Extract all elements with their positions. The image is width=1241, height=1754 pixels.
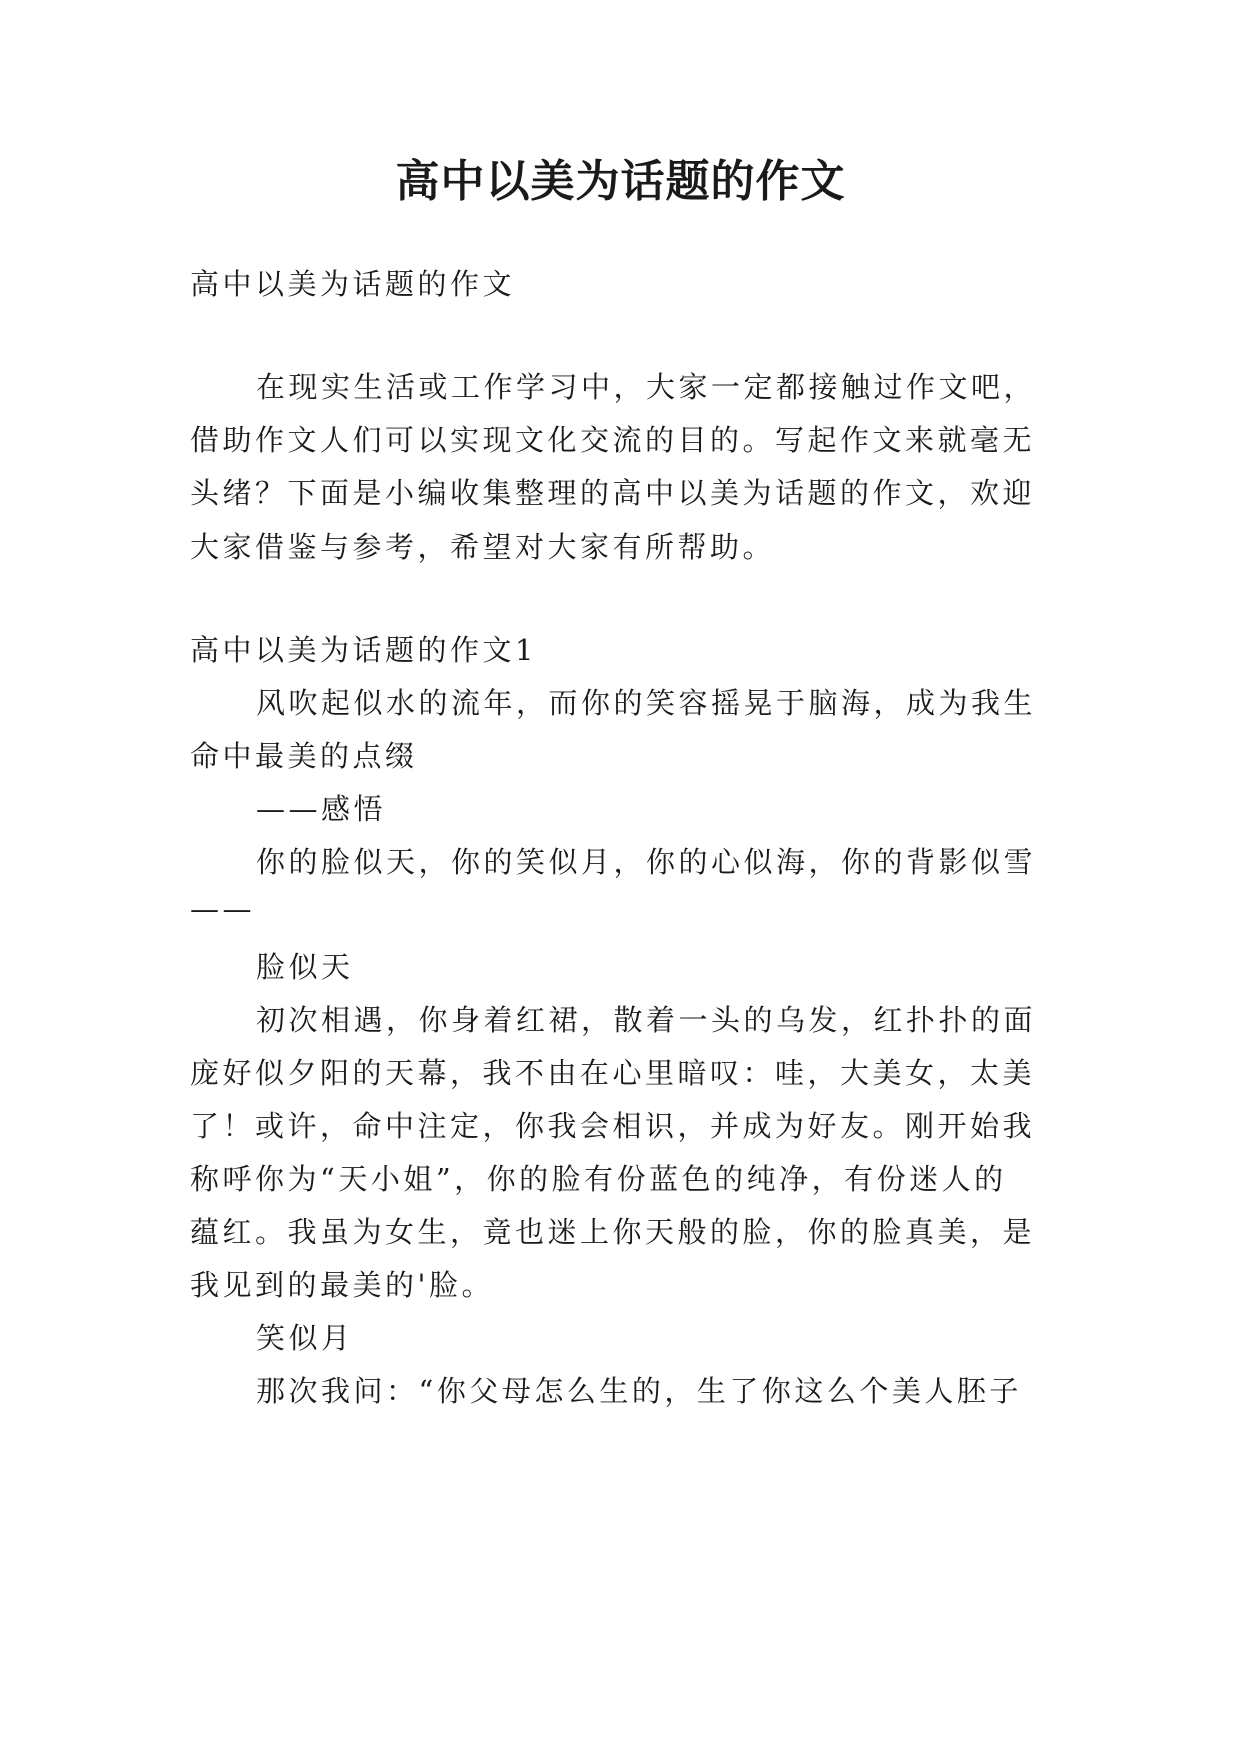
intro-line-3: 头绪？下面是小编收集整理的高中以美为话题的作文，欢迎 (190, 476, 1036, 510)
intro-line-4: 大家借鉴与参考，希望对大家有所帮助。 (190, 530, 776, 564)
intro-line-1: 在现实生活或工作学习中，大家一定都接触过作文吧， (256, 370, 1037, 404)
essay-line-11: 蕴红。我虽为女生，竟也迷上你天般的脸，你的脸真美，是 (190, 1215, 1036, 1249)
section-heading-smile: 笑似月 (256, 1321, 354, 1355)
essay-line-8: 庞好似夕阳的天幕，我不由在心里暗叹：哇，大美女，太美 (190, 1056, 1036, 1090)
essay-line-3: ——感悟 (256, 792, 387, 826)
essay-line-2: 命中最美的点缀 (190, 739, 418, 773)
essay-line-10: 称呼你为“天小姐”，你的脸有份蓝色的纯净，有份迷人的 (190, 1162, 1007, 1196)
essay-line-1: 风吹起似水的流年，而你的笑容摇晃于脑海，成为我生 (256, 686, 1037, 720)
essay-line-12: 我见到的最美的'脸。 (190, 1268, 494, 1302)
document-title: 高中以美为话题的作文 (395, 156, 846, 207)
essay-line-4: 你的脸似天，你的笑似月，你的心似海，你的背影似雪 (256, 845, 1037, 879)
intro-line-2: 借助作文人们可以实现文化交流的目的。写起作文来就毫无 (190, 423, 1036, 457)
essay-line-5: —— (190, 892, 255, 926)
section-heading-face: 脸似天 (256, 950, 354, 984)
essay-line-14: 那次我问：“你父母怎么生的，生了你这么个美人胚子 (256, 1374, 1022, 1408)
essay-line-9: 了！或许，命中注定，你我会相识，并成为好友。刚开始我 (190, 1109, 1036, 1143)
essay-line-7: 初次相遇，你身着红裙，散着一头的乌发，红扑扑的面 (256, 1003, 1037, 1037)
subtitle: 高中以美为话题的作文 (190, 267, 516, 301)
essay-heading: 高中以美为话题的作文1 (190, 633, 537, 667)
